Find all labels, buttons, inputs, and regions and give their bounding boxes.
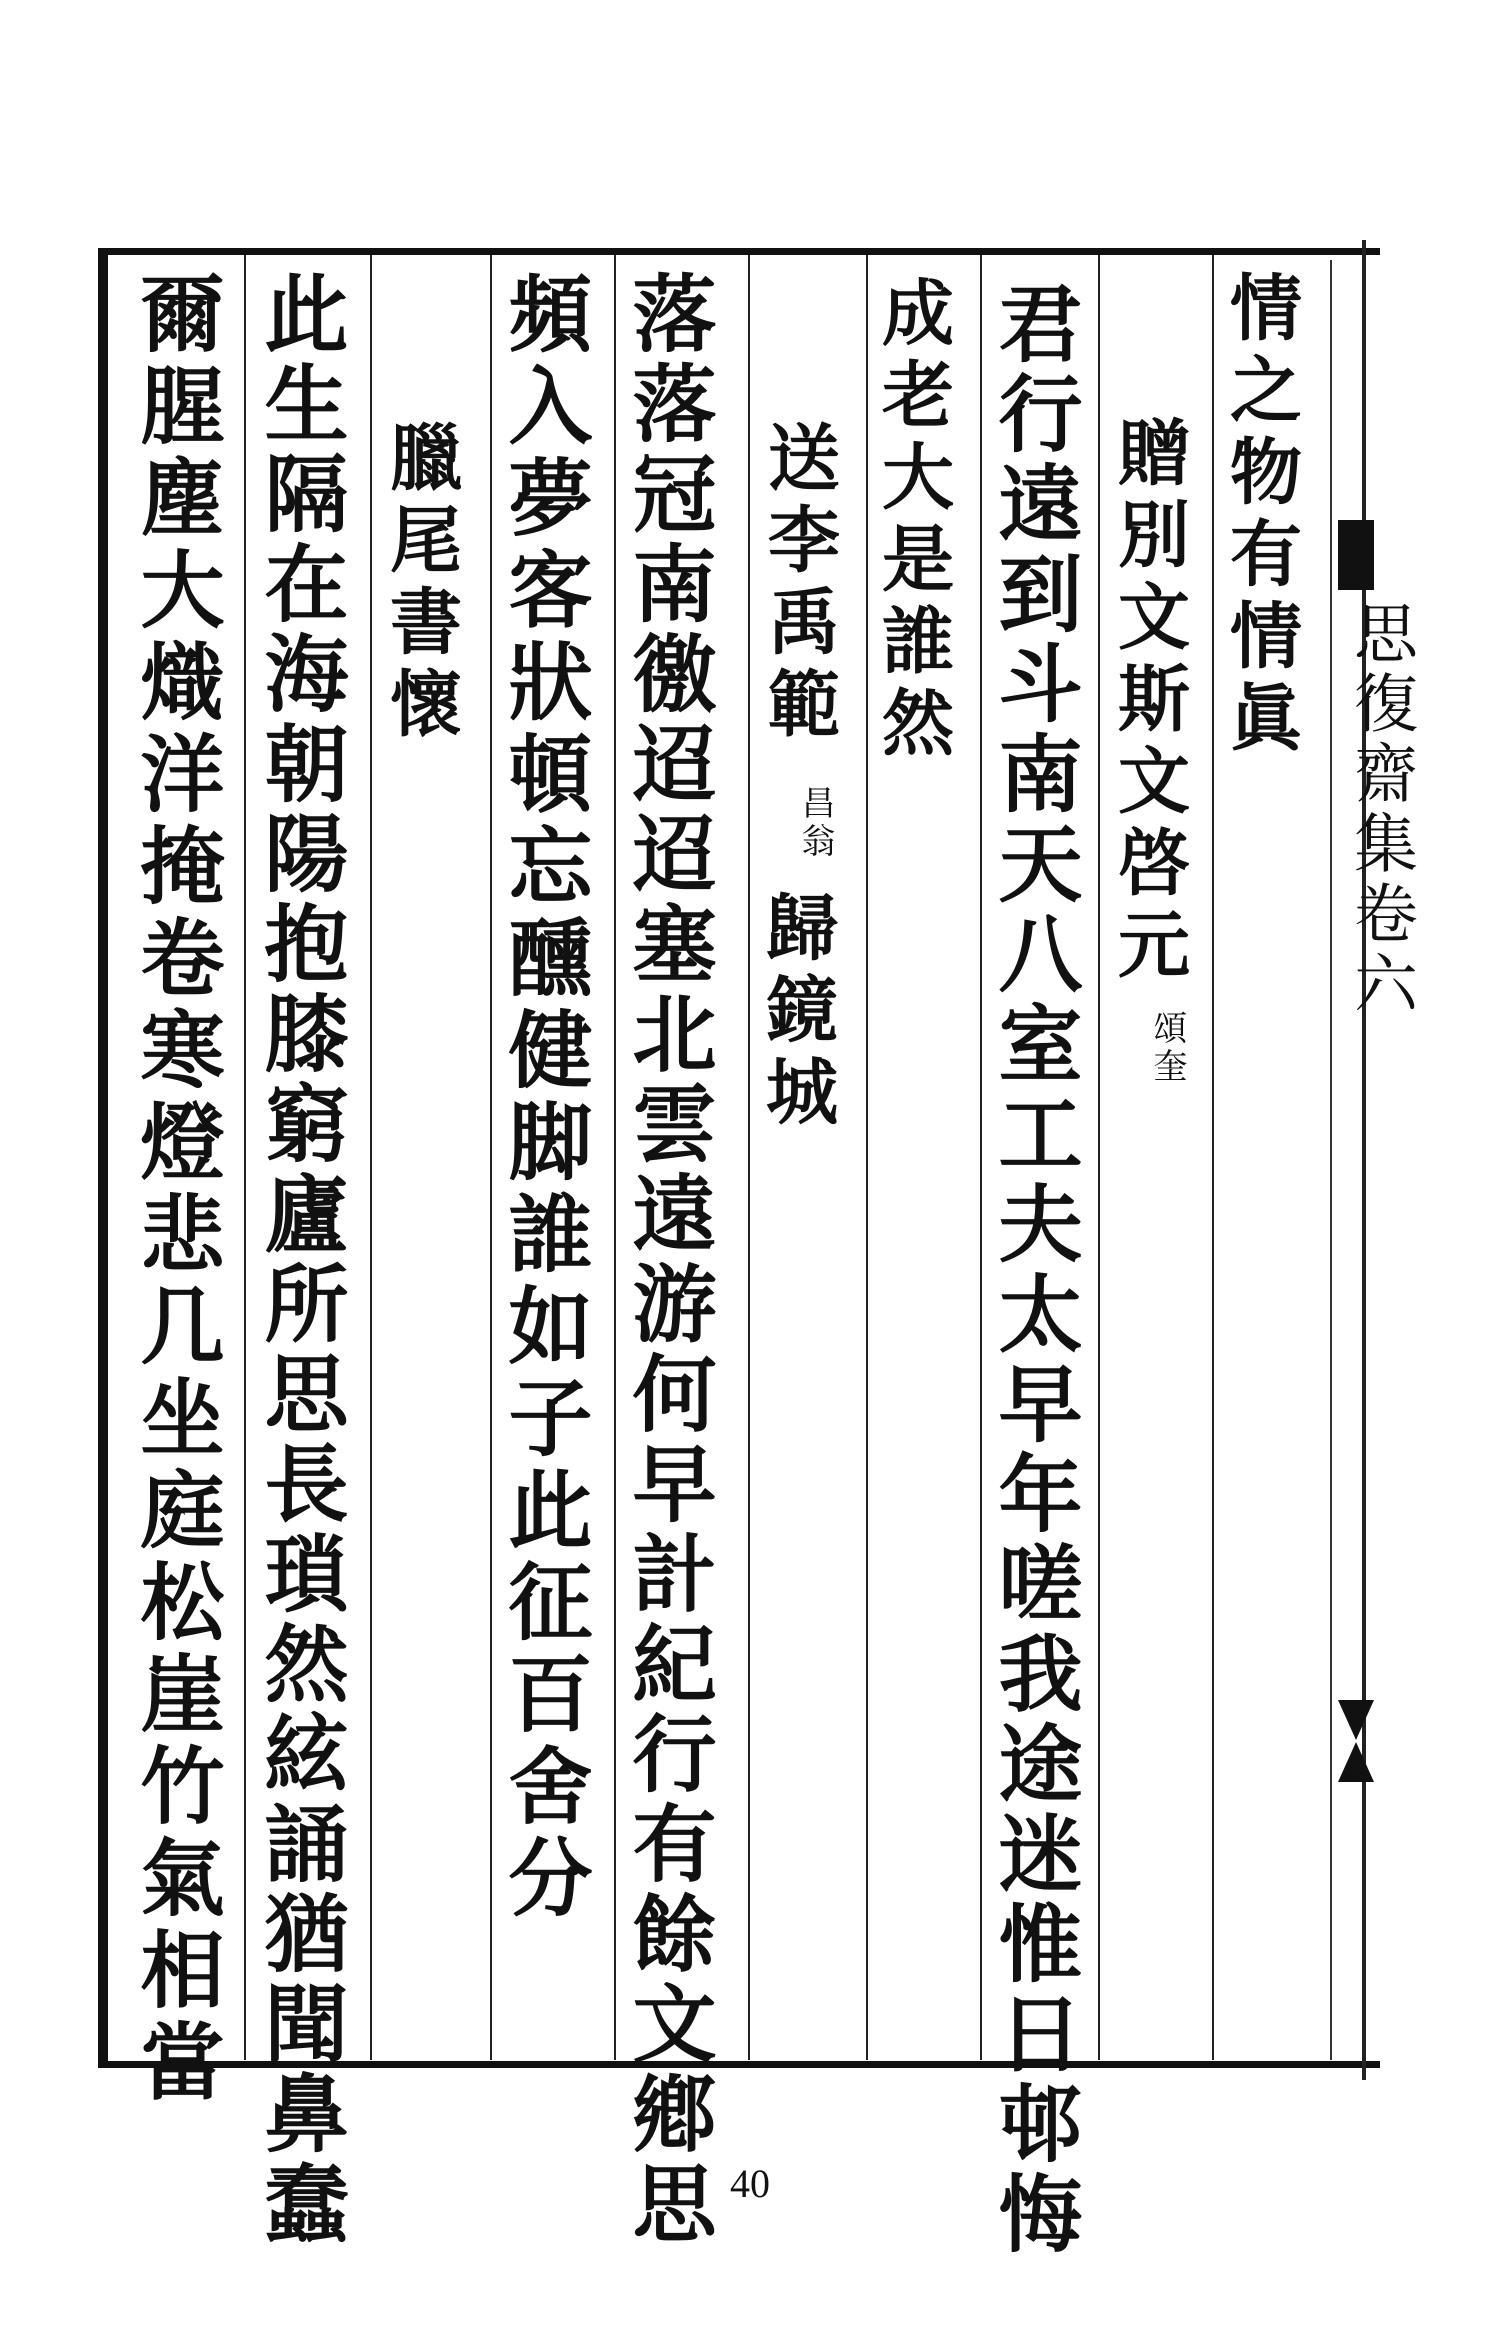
column-rule — [748, 255, 750, 2060]
text-column-3: 君行遠到斗南天八室工夫太早年嗟我途迷惟日邨悔 — [985, 280, 1084, 2260]
column-rule — [614, 255, 616, 2060]
page-number: 40 — [730, 2161, 770, 2206]
text-column-5: 送李禹範 — [756, 420, 841, 748]
frame-inner-border — [1330, 260, 1332, 2060]
column-rule — [244, 255, 246, 2060]
text-column-8: 臘尾書懷 — [378, 420, 463, 748]
column-rule — [1212, 255, 1214, 2060]
column-rule — [1098, 255, 1100, 2060]
fish-tail-mark — [1338, 1700, 1374, 1740]
fish-tail-mark-lower — [1338, 1742, 1374, 1782]
text-column-1: 情之物有情眞 — [1218, 270, 1303, 762]
column-rule — [866, 255, 868, 2060]
fish-mark-top — [1338, 520, 1374, 590]
column-rule — [370, 255, 372, 2060]
text-column-5-cont: 歸鏡城 — [754, 890, 839, 1136]
column-rule — [980, 255, 982, 2060]
text-column-10: 爾腥塵大熾洋掩卷寒燈悲几坐庭松崖竹氣相當 — [127, 270, 226, 2110]
text-column-5-note: 昌翁 — [795, 785, 835, 861]
text-column-4: 成老大是誰然 — [870, 275, 955, 767]
book-title-margin: 思復齋集卷六 — [1343, 600, 1417, 1020]
frame-right-border — [1362, 240, 1366, 2080]
column-rule — [490, 255, 492, 2060]
text-column-7: 頻入夢客狀頓忘醺健脚誰如子此征百舍分 — [495, 270, 594, 1926]
text-column-9: 此生隔在海朝陽抱膝窮廬所思長瑣然絃誦猶聞鼻蠢 — [251, 270, 350, 2250]
text-column-6: 落落冠南徼迢迢塞北雲遠游何早計紀行有餘文鄕思 — [619, 270, 718, 2250]
text-column-2: 贈別文斯文啓元 — [1106, 415, 1191, 989]
text-column-2-note: 頌奎 — [1147, 1010, 1187, 1086]
